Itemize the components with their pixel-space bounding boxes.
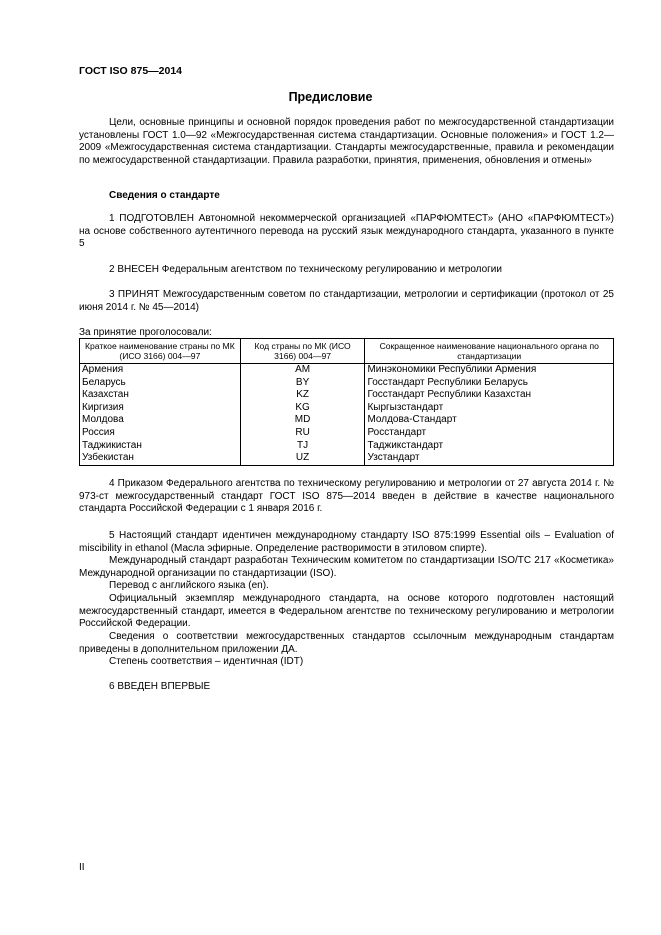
body-cell: Таджикстандарт bbox=[367, 439, 444, 451]
item-1-paragraph: 1 ПОДГОТОВЛЕН Автономной некоммерческой организацией «ПАРФЮМТЕСТ» (АНО «ПАРФЮМТЕСТ») на основе собственного аутентичного перевода на русский язык международного стандарта, указанного в пункте 5 bbox=[79, 213, 614, 250]
code-cell: RU bbox=[240, 427, 365, 440]
table-row bbox=[80, 364, 614, 377]
column-header-body: Сокращенное наименование национального органа по стандартизации bbox=[365, 339, 614, 364]
code-cell: KG bbox=[240, 402, 365, 415]
item-5-references-paragraph: Сведения о соответствии межгосударственных стандартов ссылочным международным стандартам приведены в дополнительном приложении ДА. bbox=[79, 631, 614, 655]
page-title: Предисловие bbox=[288, 90, 373, 104]
document-header: ГОСТ ISO 875—2014 bbox=[79, 65, 183, 77]
item-5-conformity-paragraph: Степень соответствия – идентичная (IDT) bbox=[109, 656, 304, 667]
body-cell: Госстандарт Республики Беларусь bbox=[367, 376, 528, 388]
item-5-official-copy-paragraph: Официальный экземпляр международного стандарта, на основе которого подготовлен настоящий межгосударственный стандарт, имеется в Федеральном агентстве по техническому регулированию и метрологии Российской Федерации. bbox=[79, 593, 614, 630]
column-header-code: Код страны по МК (ИСО 3166) 004—97 bbox=[240, 339, 365, 364]
body-cell: Молдова-Стандарт bbox=[367, 414, 457, 426]
code-cell: BY bbox=[240, 377, 365, 390]
table-row bbox=[80, 440, 614, 453]
country-cell: Таджикистан bbox=[80, 440, 241, 453]
item-5-paragraph: 5 Настоящий стандарт идентичен международному стандарту ISO 875:1999 Essential oils – Evaluation of miscibility in ethanol (Масла эфирные. Определение растворимости в этиловом спирте). bbox=[79, 530, 614, 554]
item-3-paragraph: 3 ПРИНЯТ Межгосударственным советом по стандартизации, метрологии и сертификации (протокол от 25 июня 2014 г. № 45—2014) bbox=[79, 289, 614, 313]
country-cell: Казахстан bbox=[80, 389, 241, 402]
country-cell: Беларусь bbox=[80, 377, 241, 390]
country-cell: Армения bbox=[80, 364, 241, 377]
votes-table bbox=[79, 338, 614, 466]
table-row bbox=[80, 414, 614, 427]
item-4-paragraph: 4 Приказом Федерального агентства по техническому регулированию и метрологии от 27 августа 2014 г. № 973-ст межгосударственный стандарт ГОСТ ISO 875—2014 введен в действие в качестве национального стандарта Российской Федерации с 1 января 2016 г. bbox=[79, 478, 614, 515]
table-row bbox=[80, 377, 614, 390]
table-row bbox=[80, 389, 614, 402]
country-cell: Россия bbox=[80, 427, 241, 440]
page-number: II bbox=[79, 862, 85, 873]
item-5-committee-paragraph: Международный стандарт разработан Техническим комитетом по стандартизации ISO/TC 217 «Косметика» Международной организации по стандартизации (ISO). bbox=[79, 555, 614, 579]
code-cell: KZ bbox=[240, 389, 365, 402]
code-cell: AM bbox=[240, 364, 365, 377]
country-cell: Молдова bbox=[80, 414, 241, 427]
intro-paragraph: Цели, основные принципы и основной порядок проведения работ по межгосударственной стандартизации установлены ГОСТ 1.0—92 «Межгосударственная система стандартизации. Основные положения» и ГОСТ 1.2—2009 «Межгосударственная система стандартизации. Стандарты межгосударственные, правила и рекомендации по межгосударственной стандартизации. Правила разработки, принятия, применения, обновления и отмены» bbox=[79, 117, 614, 166]
code-cell: MD bbox=[240, 414, 365, 427]
body-cell: Кыргызстандарт bbox=[367, 401, 444, 413]
votes-caption: За принятие проголосовали: bbox=[79, 327, 212, 338]
body-cell: Узстандарт bbox=[367, 452, 420, 464]
votes-table-header-row bbox=[80, 339, 614, 364]
item-2-paragraph: 2 ВНЕСЕН Федеральным агентством по техническому регулированию и метрологии bbox=[109, 264, 502, 275]
code-cell: TJ bbox=[240, 440, 365, 453]
table-row bbox=[80, 427, 614, 440]
table-row bbox=[80, 452, 614, 465]
item-6-paragraph: 6 ВВЕДЕН ВПЕРВЫЕ bbox=[109, 681, 211, 692]
section-heading: Сведения о стандарте bbox=[109, 190, 220, 201]
column-header-country: Краткое наименование страны по МК (ИСО 3166) 004—97 bbox=[80, 339, 241, 364]
country-cell: Узбекистан bbox=[80, 452, 241, 465]
item-5-translation-paragraph: Перевод с английского языка (en). bbox=[109, 580, 269, 591]
body-cell: Минэкономики Республики Армения bbox=[367, 364, 537, 375]
table-row bbox=[80, 402, 614, 415]
body-cell: Росстандарт bbox=[367, 426, 427, 438]
body-cell: Госстандарт Республики Казахстан bbox=[367, 389, 532, 401]
country-cell: Киргизия bbox=[80, 402, 241, 415]
code-cell: UZ bbox=[240, 452, 365, 465]
